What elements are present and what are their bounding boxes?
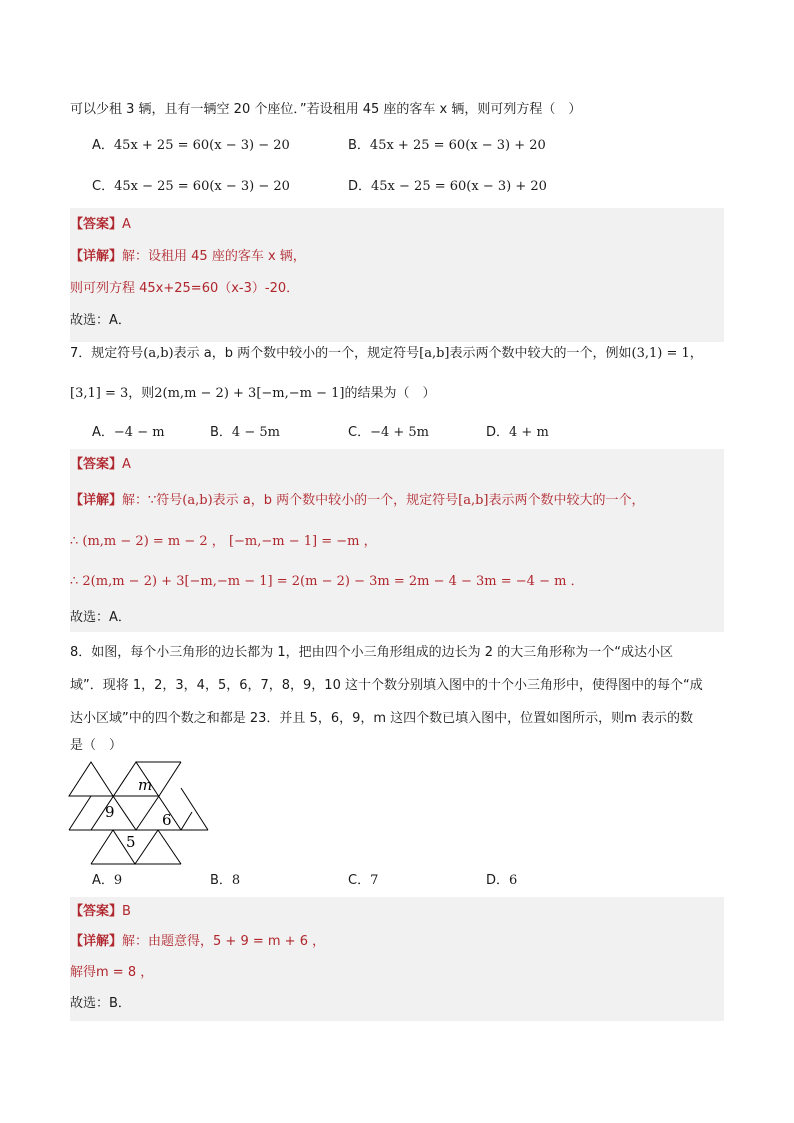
figure-label-9: 9 [105, 803, 115, 821]
q7-expression: 2(m,m − 2) + 3[−m,−m − 1] [154, 386, 345, 401]
q8-option-a [92, 871, 122, 891]
detail-text: 解：设租用 45 座的客车 x 辆， [122, 249, 306, 264]
q8-triangle-figure [68, 760, 218, 866]
answer-tag: 【答案】 [70, 457, 123, 472]
q7-text: 表示两个数中较大的一个，例如 [449, 346, 632, 361]
q8-answer-line [70, 902, 131, 922]
option-expr: 4 + m [509, 425, 549, 440]
q8-stem-line-2: 域”．现将 1，2，3，4，5，6，7，8，9，10 这十个数分别填入图中的十个小三角形中，使得图中的每个“成 [70, 678, 703, 693]
q7-example: [3,1] = 3 [70, 386, 129, 401]
figure-label-5: 5 [126, 833, 136, 851]
detail-text: 解：由题意得，5 + 9 = m + 6 ， [122, 934, 326, 949]
option-label: C． [348, 425, 371, 440]
option-label: D． [486, 873, 510, 888]
option-expr: 45x − 25 = 60(x − 3) + 20 [371, 179, 547, 194]
option-expr: 9 [113, 873, 123, 888]
answer-tag: 【答案】 [70, 217, 123, 232]
q7-text: ，则 [128, 386, 155, 401]
q8-answer-block [70, 897, 724, 1021]
option-expr: 4 − 5m [231, 425, 280, 440]
q6-option-c [92, 177, 290, 197]
option-expr: 45x − 25 = 60(x − 3) − 20 [114, 179, 290, 194]
q8-option-d [486, 871, 517, 891]
option-label: B． [348, 138, 370, 153]
q7-option-d [486, 423, 549, 443]
answer-value: A [122, 457, 131, 472]
detail-text: 表示 a，b 两个数中较小的一个，规定符号 [212, 493, 459, 508]
option-label: D． [348, 179, 372, 194]
q8-stem-line-1: 8．如图，每个小三角形的边长都为 1，把由四个小三角形组成的边长为 2 的大三角形称为一个“成达小区 [70, 645, 673, 660]
detail-symbol: [a,b] [458, 493, 489, 508]
q7-stem-line-2 [70, 384, 435, 404]
q6-option-b [348, 136, 546, 156]
q7-detail-line-3: ∴ 2(m,m − 2) + 3[−m,−m − 1] = 2(m − 2) − 3m = 2m − 4 − 3m = −4 − m ． [70, 574, 584, 589]
q7-option-b [210, 423, 280, 443]
q7-symbol-paren: (a,b) [143, 346, 174, 361]
q6-detail-line-1 [70, 247, 306, 267]
option-label: B． [210, 425, 232, 440]
q6-option-d [348, 177, 547, 197]
q8-option-b [210, 871, 240, 891]
q8-detail-line-3: 故选：B． [70, 996, 131, 1011]
option-expr: 8 [231, 873, 241, 888]
option-label: C． [348, 873, 371, 888]
q7-detail-line-4: 故选：A． [70, 610, 131, 625]
q7-answer-line [70, 455, 131, 475]
option-expr: −4 + 5m [370, 425, 429, 440]
q7-symbol-bracket: [a,b] [419, 346, 450, 361]
q7-example: (3,1) = 1 [631, 346, 690, 361]
option-label: A． [92, 873, 114, 888]
detail-symbol: (a,b) [182, 493, 213, 508]
option-expr: 7 [370, 873, 379, 888]
detail-text: 解：∵符号 [122, 493, 183, 508]
q7-answer-block [70, 449, 724, 632]
q7-option-c [348, 423, 429, 443]
answer-value: B [122, 904, 131, 919]
q8-stem-line-4: 是（ ） [70, 738, 123, 753]
q7-detail-line-2: ∴ (m,m − 2) = m − 2 ， [−m,−m − 1] = −m ， [70, 534, 377, 549]
option-label: A． [92, 138, 114, 153]
option-expr: 45x + 25 = 60(x − 3) + 20 [369, 138, 546, 153]
figure-label-m: m [138, 776, 153, 794]
option-expr: 6 [509, 873, 518, 888]
answer-value: A [122, 217, 131, 232]
option-label: D． [486, 425, 510, 440]
detail-tag: 【详解】 [70, 934, 123, 949]
option-label: C． [92, 179, 115, 194]
q7-detail-line-1 [70, 491, 645, 511]
q7-option-a [92, 423, 165, 443]
q7-text: 7．规定符号 [70, 346, 144, 361]
q8-detail-line-1 [70, 932, 325, 952]
q6-detail-line-3: 故选：A． [70, 313, 131, 328]
option-label: B． [210, 873, 232, 888]
detail-tag: 【详解】 [70, 493, 123, 508]
figure-label-6: 6 [162, 811, 172, 829]
answer-tag: 【答案】 [70, 904, 123, 919]
q6-detail-line-2: 则可列方程 45x+25=60（x-3）-20． [70, 281, 300, 296]
q6-stem-line: 可以少租 3 辆，且有一辆空 20 个座位．”若设租用 45 座的客车 x 辆，则可列方程（ ） [70, 102, 582, 117]
q8-detail-line-2: 解得m = 8 ， [70, 965, 154, 980]
detail-tag: 【详解】 [70, 249, 123, 264]
q6-answer-block [70, 208, 724, 342]
q8-stem-line-3: 达小区域”中的四个数之和都是 23．并且 5，6，9，m 这四个数已填入图中，位置如图所示，则m 表示的数 [70, 711, 693, 726]
q7-text: ， [689, 346, 703, 361]
option-expr: 45x + 25 = 60(x − 3) − 20 [113, 138, 290, 153]
detail-text: 表示两个数中较大的一个， [488, 493, 645, 508]
q7-text: 表示 a，b 两个数中较小的一个，规定符号 [173, 346, 420, 361]
option-label: A． [92, 425, 114, 440]
q7-text: 的结果为（ ） [344, 386, 436, 401]
option-expr: −4 − m [113, 425, 165, 440]
q6-answer-line [70, 215, 131, 235]
q8-option-c [348, 871, 378, 891]
q7-stem-line-1 [70, 344, 703, 364]
q6-option-a [92, 136, 290, 156]
